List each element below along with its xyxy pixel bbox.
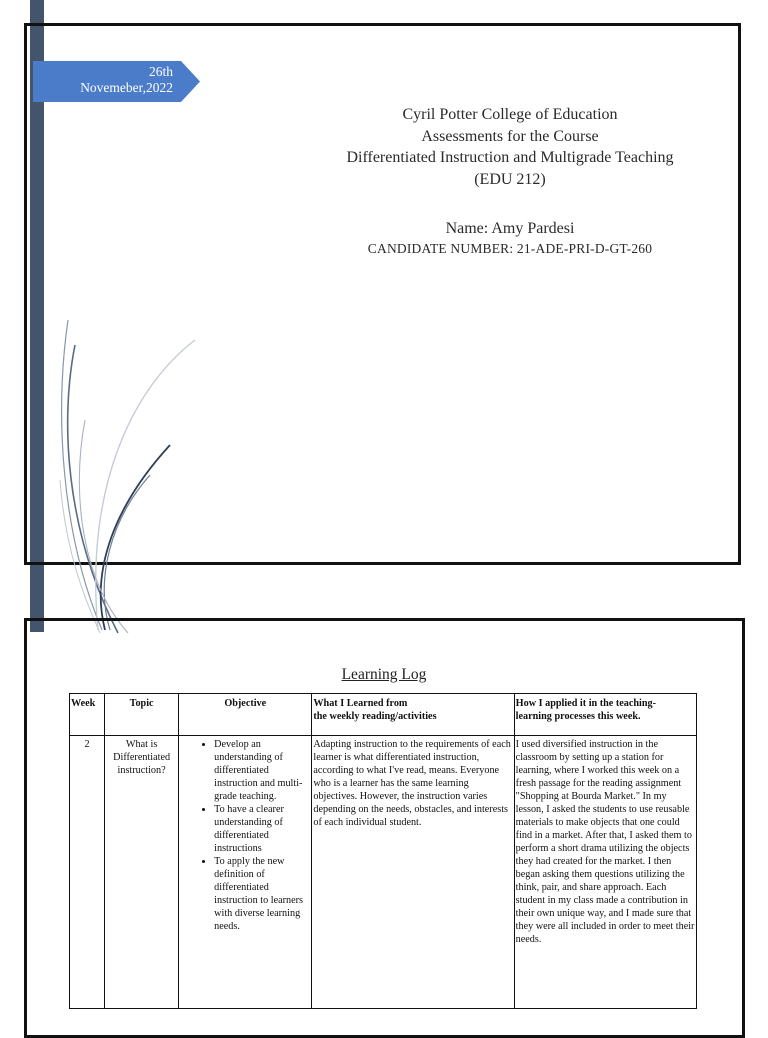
cell-week: 2 <box>70 736 105 1009</box>
course-name: Differentiated Instruction and Multigrade Teaching <box>346 149 674 166</box>
header-applied-line2: learning processes this week. <box>515 711 641 722</box>
learning-log-title: Learning Log <box>341 666 427 683</box>
header-objective: Objective <box>179 694 312 736</box>
learning-log-table <box>69 693 697 1009</box>
header-learned-line1: What I Learned from <box>313 698 408 709</box>
date-month-year: Novemeber,2022 <box>80 79 173 95</box>
list-item: • To have a clearer understanding of differentiated instructions <box>214 803 310 855</box>
header-applied <box>514 694 696 736</box>
candidate-number: CANDIDATE NUMBER: 21-ADE-PRI-D-GT-260 <box>367 241 653 256</box>
header-applied-line1: How I applied it in the teaching- <box>515 698 657 709</box>
header-learned <box>312 694 514 736</box>
table-row <box>70 736 697 1009</box>
list-item: • To apply the new definition of differentiated instruction to learners with diverse learning needs. <box>214 855 310 933</box>
cell-objectives <box>179 736 312 1009</box>
header-topic: Topic <box>105 694 179 736</box>
assessment-title: Assessments for the Course <box>421 127 599 145</box>
college-name: Cyril Potter College of Education <box>402 106 618 123</box>
date-label <box>33 64 173 95</box>
header-week: Week <box>70 694 105 736</box>
cell-topic: What is Differentiated instruction? <box>105 736 179 1009</box>
table-header-row <box>70 694 697 736</box>
header-learned-line2: the weekly reading/activities <box>313 711 437 722</box>
cell-applied: I used diversified instruction in the classroom by setting up a station for learning, where I worked this week on a fresh passage for the reading assignment "Shopping at Bourda Market." In my lesson, I asked the students to use reusable materials to make objects that one could find in a market. After that, I asked them to perform a short drama utilizing the objects they had created for the market. I then began asking them questions utilizing the think, pair, and share approach. Each student in my class made a contribution in their own unique way, and I made sure that they were all included in order to meet their needs. <box>514 736 696 1009</box>
objective-list <box>180 738 310 933</box>
cell-learned: Adapting instruction to the requirements of each learner is what differentiated instruction, according to what I've read, means. Everyone who is a learner has the same learning objectives. However, the instruction varies depending on the needs, obstacles, and interests of each individual student. <box>312 736 514 1009</box>
date-day: 26th <box>148 64 173 79</box>
decorative-swoosh-lines <box>40 300 210 640</box>
student-name: Name: Amy Pardesi <box>445 220 575 237</box>
course-code: (EDU 212) <box>474 170 546 188</box>
list-item: • Develop an understanding of differentiated instruction and multi-grade teaching. <box>214 738 310 803</box>
cover-title-block <box>330 104 690 190</box>
